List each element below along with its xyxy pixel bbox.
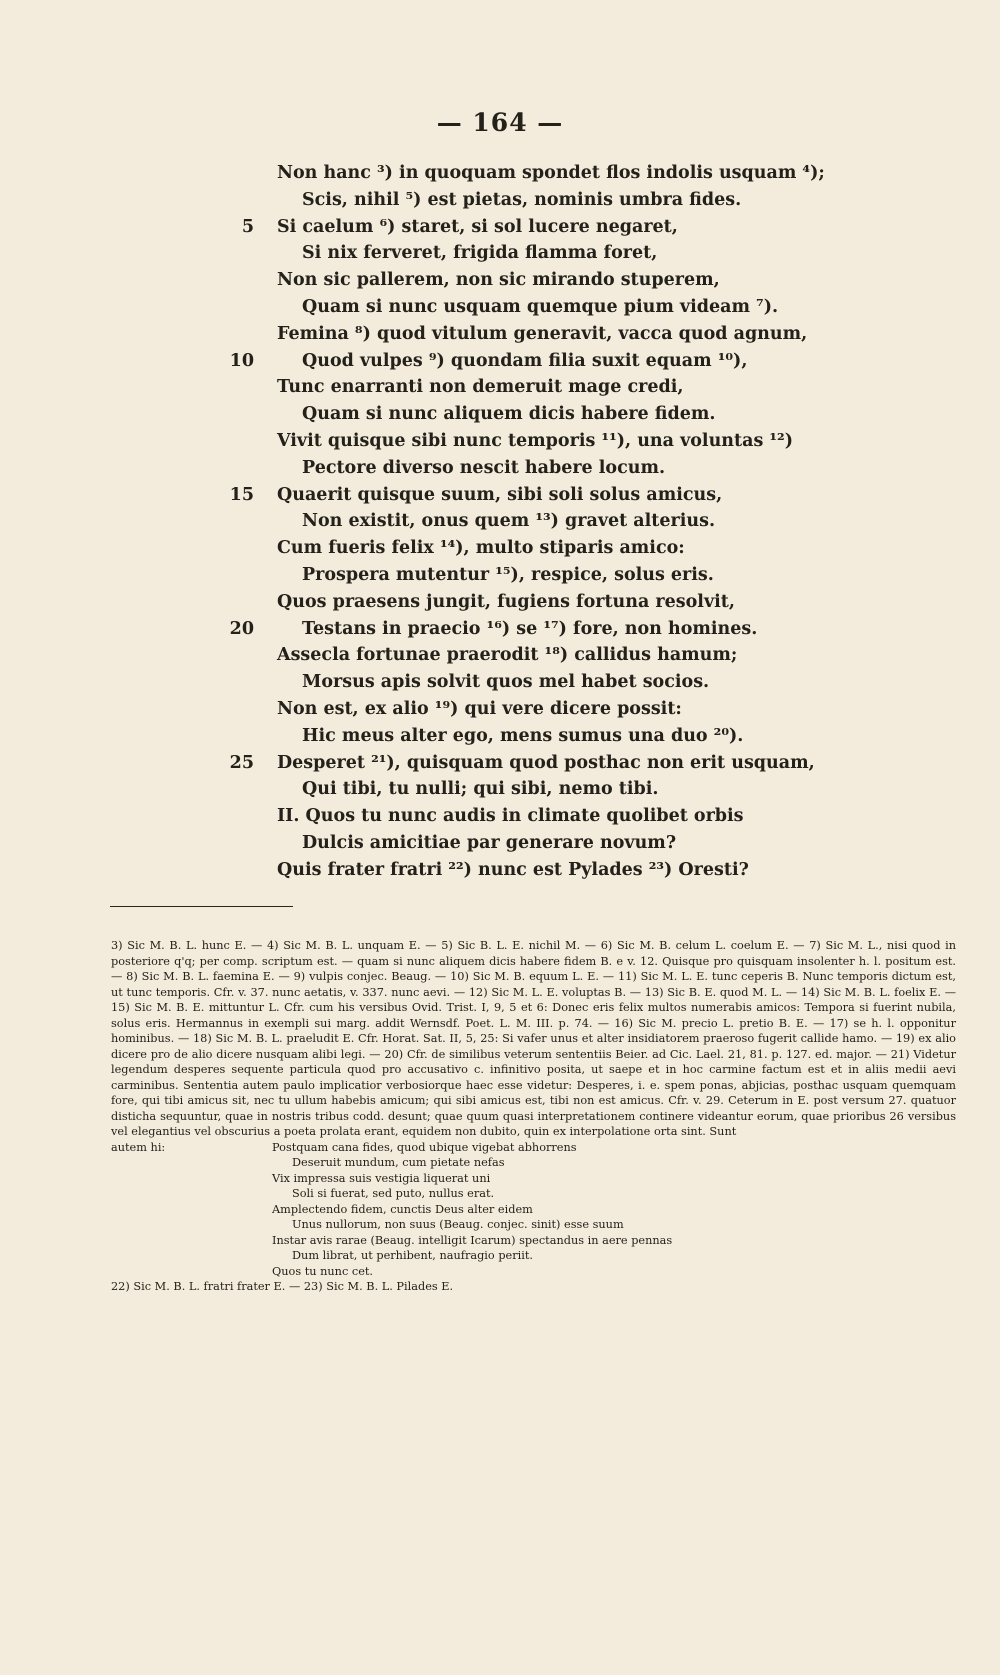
verse-line: [0, 696, 1000, 723]
verse-text: Non sic pallerem, non sic mirando stuperem,: [277, 270, 720, 291]
interpolated-verse-line: Unus nullorum, non suus (Beaug. conjec. sinit) esse suum: [292, 1218, 624, 1231]
verse-line: [0, 455, 1000, 482]
verse-line: [0, 830, 1000, 857]
verse-number: 20: [229, 618, 254, 639]
interpolated-verse-line: Soli si fuerat, sed puto, nullus erat.: [292, 1187, 495, 1200]
verse-line: [0, 508, 1000, 535]
interpolated-verse-line: Vix impressa suis vestigia liquerat uni: [272, 1171, 491, 1185]
verse-text: Non existit, onus quem ¹³) gravet alterius.: [302, 511, 716, 532]
verse-line: [0, 589, 1000, 616]
poem-verses: [0, 160, 1000, 884]
verse-text: Femina ⁸) quod vitulum generavit, vacca quod agnum,: [277, 323, 808, 344]
verse-text: Quod vulpes ⁹) quondam filia suxit equam ¹⁰),: [302, 350, 748, 371]
verse-line: [0, 214, 1000, 241]
verse-text: Tunc enarranti non demeruit mage credi,: [277, 377, 684, 398]
verse-line: [0, 669, 1000, 696]
verse-line: [0, 348, 1000, 375]
footnotes: [111, 938, 956, 1295]
interpolated-verse-line: Instar avis rarae (Beaug. intelligit Icarum) spectandus in aere pennas: [272, 1233, 673, 1247]
verse-text: Non hanc ³) in quoquam spondet flos indolis usquam ⁴);: [277, 163, 825, 183]
verse-text: Quaerit quisque suum, sibi soli solus amicus,: [277, 484, 723, 505]
verse-line: [0, 616, 1000, 643]
verse-number: 15: [229, 484, 254, 505]
verse-text: Desperet ²¹), quisquam quod posthac non erit usquam,: [277, 752, 815, 773]
verse-line: [0, 401, 1000, 428]
page-number: — 164 —: [436, 108, 564, 137]
verse-line: [0, 160, 1000, 187]
verse-line: [0, 723, 1000, 750]
verse-text: Si caelum ⁶) staret, si sol lucere negaret,: [277, 216, 678, 237]
verse-text: Morsus apis solvit quos mel habet socios.: [302, 672, 710, 693]
verse-text: II. Quos tu nunc audis in climate quolibet orbis: [277, 806, 744, 827]
interpolated-verse-lines: [272, 1140, 956, 1280]
verse-line: [0, 267, 1000, 294]
footnote-divider: [110, 906, 293, 907]
verse-text: Pectore diverso nescit habere locum.: [302, 457, 666, 478]
verse-text: Quam si nunc usquam quemque pium videam ⁷).: [302, 296, 779, 317]
verse-line: [0, 482, 1000, 509]
verse-line: [0, 562, 1000, 589]
verse-text: Dulcis amicitiae par generare novum?: [302, 832, 677, 853]
verse-line: [0, 750, 1000, 777]
footnote-text: 3) Sic M. B. L. hunc E. — 4) Sic M. B. L. unquam E. — 5) Sic B. L. E. nichil M. — 6) Sic M. B. celum L. coelum E. — 7) Sic M. L., nisi quod in posteriore q'q; per comp. scriptum est. — quam si nunc aliquem dicis habere fidem B. e v. 12. Quisque pro quisquam insolenter h. l. positum est. — 8) Sic M. B. L. faemina E. — 9) vulpis conjec. Beaug. — 10) Sic M. B. equum L. E. — 11) Sic M. L. E. tunc ceperis B. Nunc temporis dictum est, ut tunc temporis. Cfr. v. 37. nunc aetatis, v. 337. nunc aevi. — 12) Sic M. L. E. voluptas B. — 13) Sic B. E. quod M. L. — 14) Sic M. B. L. foelix E. — 15) Sic M. B. E. mittuntur L. Cfr. cum his versibus Ovid. Trist. I, 9, 5 et 6: Donec eris felix multos numerabis amicos: Tempora si fuerint nubila, solus eris. Hermannus in exempli sui marg. addit Wernsdf. Poet. L. M. III. p. 74. — 16) Sic M. precio L. pretio B. E. — 17) se h. l. opponitur hominibus. — 18) Sic M. B. L. praeludit E. Cfr. Horat. Sat. II, 5, 25: Si vafer unus et alter insidiatorem praeroso fugerit callide hamo. — 19) ex alio dicere pro de alio dicere nusquam alibi legi. — 20) Cfr. de similibus veterum sententiis Beier. ad Cic. Lael. 21, 81. p. 127. ed. major. — 21) Videtur legendum desperes sequente particula quod pro accusativo c. infinitivo posita, ut saepe et in hoc carmine factum est et in aliis medii aevi carminibus. Sententia autem paulo implicatior verbosiorque haec esse videtur: Desperes, i. e. spem ponas, abjicias, posthac usquam quemquam fore, qui tibi amicus sit, nec tu ullum habebis amicum; qui sibi amicus est, tibi non est amicus. Cfr. v. 29. Ceterum in E. post versum 27. quatuor disticha sequuntur, quae in nostris tribus codd. desunt; quae quum quasi interpretationem continere videantur eorum, quae prioribus 26 versibus vel elegantius vel obscurius a poeta prolata erant, equidem non dubito, quin ex interpolatione orta sint. Sunt: [111, 939, 956, 1138]
verse-line: [0, 240, 1000, 267]
verse-text: Cum fueris felix ¹⁴), multo stiparis amico:: [277, 538, 685, 559]
verse-line: [0, 857, 1000, 884]
verse-line: [0, 294, 1000, 321]
verse-line: [0, 374, 1000, 401]
interpolated-verse-line: Dum librat, ut perhibent, naufragio periit.: [292, 1249, 533, 1262]
verse-line: [0, 535, 1000, 562]
verse-number: 10: [229, 350, 254, 371]
interpolated-verse-line: Postquam cana fides, quod ubique vigebat abhorrens: [272, 1140, 577, 1154]
verse-text: Hic meus alter ego, mens sumus una duo ²⁰).: [302, 725, 744, 746]
verse-line: [0, 803, 1000, 830]
verse-number: 25: [229, 752, 254, 773]
verse-line: [0, 642, 1000, 669]
verse-text: Quam si nunc aliquem dicis habere fidem.: [302, 404, 716, 425]
verse-line: [0, 187, 1000, 214]
verse-text: Scis, nihil ⁵) est pietas, nominis umbra fides.: [302, 189, 742, 210]
interpolated-verse-line: Quos tu nunc cet.: [272, 1264, 374, 1278]
verse-text: Assecla fortunae praerodit ¹⁸) callidus hamum;: [277, 645, 738, 666]
verse-text: Si nix ferveret, frigida flamma foret,: [302, 243, 658, 264]
verse-number: 5: [241, 216, 254, 237]
verse-line: [0, 428, 1000, 455]
verse-line: [0, 321, 1000, 348]
interpolated-verses: [111, 1140, 956, 1280]
verse-text: Quos praesens jungit, fugiens fortuna resolvit,: [277, 591, 735, 612]
verse-text: Quis frater fratri ²²) nunc est Pylades ²³) Oresti?: [277, 859, 749, 880]
footnote-last: 22) Sic M. B. L. fratri frater E. — 23) Sic M. B. L. Pilades E.: [111, 1280, 454, 1293]
verse-text: Testans in praecio ¹⁶) se ¹⁷) fore, non homines.: [302, 618, 758, 639]
interpolated-verse-line: Amplectendo fidem, cunctis Deus alter eidem: [272, 1202, 533, 1216]
verse-line: [0, 776, 1000, 803]
verse-text: Non est, ex alio ¹⁹) qui vere dicere possit:: [277, 698, 682, 719]
verse-text: Prospera mutentur ¹⁵), respice, solus eris.: [302, 564, 714, 585]
footnote-intro: autem hi:: [111, 1140, 166, 1154]
verse-text: Qui tibi, tu nulli; qui sibi, nemo tibi.: [302, 779, 659, 800]
verse-text: Vivit quisque sibi nunc temporis ¹¹), una voluntas ¹²): [277, 430, 793, 451]
interpolated-verse-line: Deseruit mundum, cum pietate nefas: [292, 1156, 505, 1169]
